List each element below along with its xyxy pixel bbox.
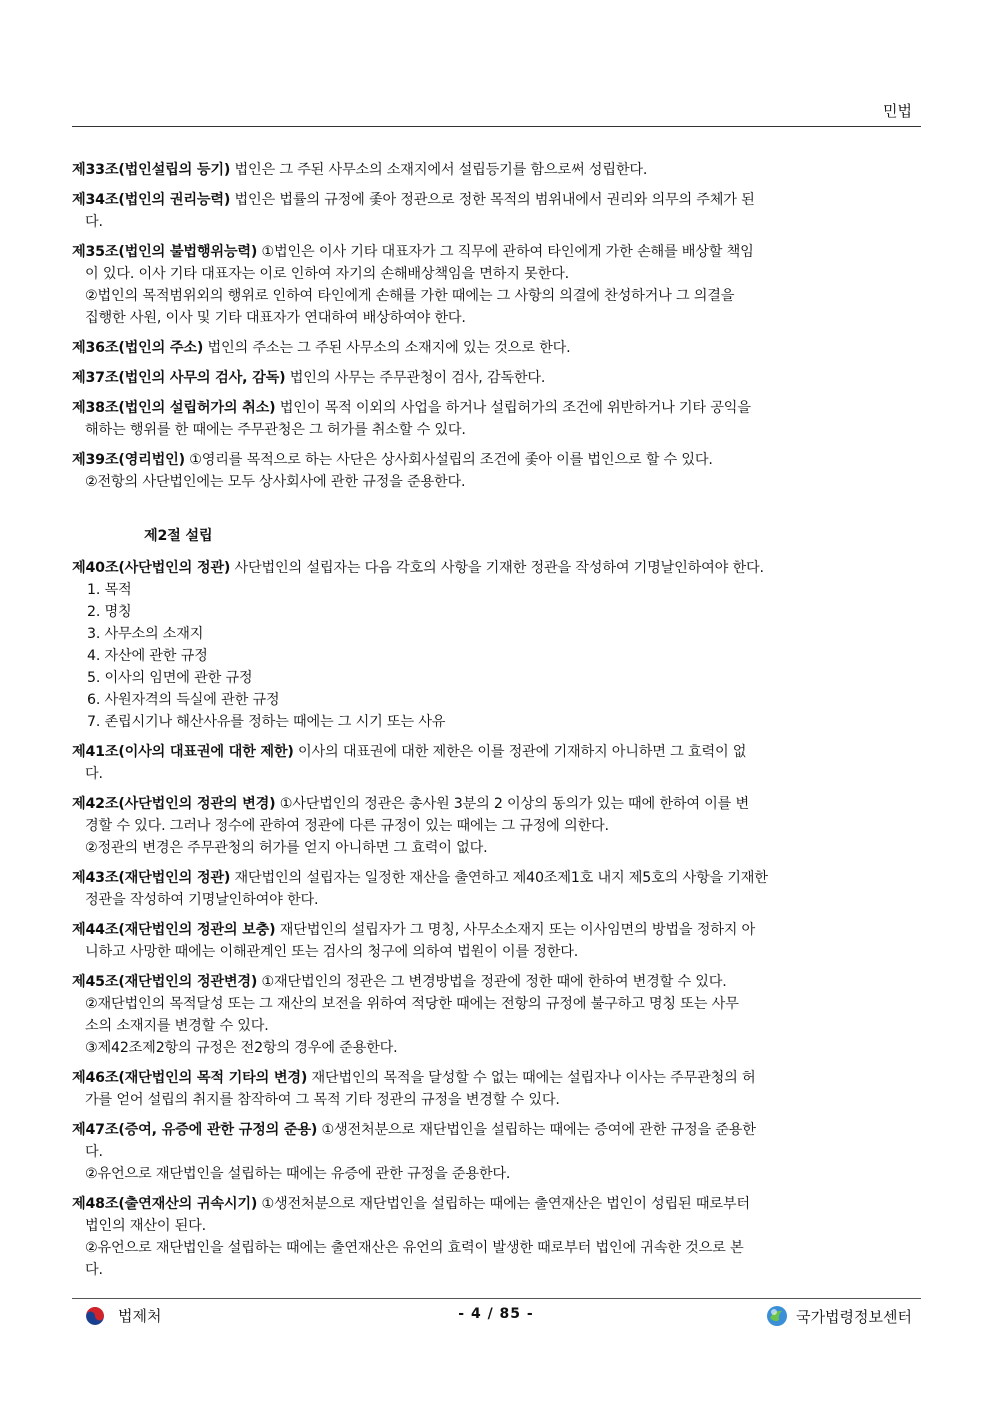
article: [72, 557, 921, 733]
article-line: [72, 867, 921, 889]
clause-line: ②전항의 사단법인에는 모두 상사회사에 관한 규정을 준용한다.: [85, 474, 466, 490]
article-text: 법인의 재산이 된다.: [85, 1218, 206, 1234]
article-heading: 제41조(이사의 대표권에 대한 제한): [72, 744, 294, 760]
article-text: 다.: [85, 214, 103, 230]
article-text: 다.: [85, 1144, 103, 1160]
document-body: [72, 159, 921, 1289]
article-line: [72, 763, 921, 785]
article: [72, 367, 921, 389]
article: [72, 159, 921, 181]
article: [72, 1067, 921, 1111]
article-text: 법인의 사무는 주무관청이 검사, 감독한다.: [289, 370, 546, 386]
article: [72, 189, 921, 233]
page-number: - 4 / 85 -: [458, 1306, 534, 1322]
article-line: [72, 793, 921, 815]
article-text: 해하는 행위를 한 때에는 주무관청은 그 허가를 취소할 수 있다.: [85, 422, 466, 438]
article-heading: 제42조(사단법인의 정관의 변경): [72, 796, 276, 812]
section-title: 제2절 설립: [144, 528, 213, 544]
article-text: ①재단법인의 정관은 그 변경방법을 정관에 정한 때에 한하여 변경할 수 있다.: [261, 974, 727, 990]
footer-right: [766, 1305, 912, 1327]
article-text: 법인의 주소는 그 주된 사무소의 소재지에 있는 것으로 한다.: [207, 340, 571, 356]
article-line: [72, 815, 921, 837]
article-line: [72, 941, 921, 963]
clause-line: ②유언으로 재단법인을 설립하는 때에는 출연재산은 유언의 효력이 발생한 때로부터 법인에 귀속한 것으로 본: [85, 1240, 744, 1256]
list-item: 2. 명칭: [87, 604, 132, 620]
clause-line: ②유언으로 재단법인을 설립하는 때에는 유증에 관한 규정을 준용한다.: [85, 1166, 511, 1182]
article: [72, 793, 921, 859]
article-heading: 제46조(재단법인의 목적 기타의 변경): [72, 1070, 308, 1086]
article-heading: 제38조(법인의 설립허가의 취소): [72, 400, 276, 416]
article: [72, 971, 921, 1059]
article-text: 법인은 그 주된 사무소의 소재지에서 설립등기를 함으로써 성립한다.: [234, 162, 648, 178]
article-line: [72, 263, 921, 285]
article-text: 재단법인의 목적을 달성할 수 없는 때에는 설립자나 이사는 주무관청의 허: [311, 1070, 756, 1086]
article: [72, 867, 921, 911]
article-text: 다.: [85, 766, 103, 782]
article: [72, 919, 921, 963]
article-heading: 제48조(출연재산의 귀속시기): [72, 1196, 258, 1212]
article-heading: 제47조(증여, 유증에 관한 규정의 준용): [72, 1122, 318, 1138]
article: [72, 449, 921, 493]
clause-line: 다.: [85, 1262, 103, 1278]
article-line: [72, 1119, 921, 1141]
article-line: [72, 557, 921, 579]
article-heading: 제40조(사단법인의 정관): [72, 560, 231, 576]
article-heading: 제33조(법인설립의 등기): [72, 162, 231, 178]
article-line: [72, 1141, 921, 1163]
article-line: [72, 397, 921, 419]
article-text: 경할 수 있다. 그러나 정수에 관하여 정관에 다른 규정이 있는 때에는 그 규정에 의한다.: [85, 818, 609, 834]
article: [72, 397, 921, 441]
article-heading: 제43조(재단법인의 정관): [72, 870, 231, 886]
articles-bottom: [72, 557, 921, 1281]
document-title: 민법: [883, 102, 912, 120]
article-line: [72, 211, 921, 233]
globe-logo-icon: [766, 1305, 788, 1327]
article-text: 이사의 대표권에 대한 제한은 이를 정관에 기재하지 아니하면 그 효력이 없: [298, 744, 747, 760]
clause-line: 집행한 사원, 이사 및 기타 대표자가 연대하여 배상하여야 한다.: [85, 310, 466, 326]
article-heading: 제36조(법인의 주소): [72, 340, 204, 356]
article-line: [72, 241, 921, 263]
article-line: [72, 919, 921, 941]
article-text: 이 있다. 이사 기타 대표자는 이로 인하여 자기의 손해배상책임을 면하지 못한다.: [85, 266, 569, 282]
article-text: 법인이 목적 이외의 사업을 하거나 설립허가의 조건에 위반하거나 기타 공익을: [279, 400, 751, 416]
article: [72, 337, 921, 359]
footer-divider: [72, 1298, 921, 1299]
article: [72, 1119, 921, 1185]
article: [72, 1193, 921, 1281]
article-text: 사단법인의 설립자는 다음 각호의 사항을 기재한 정관을 작성하여 기명날인하여야 한다.: [234, 560, 764, 576]
list-item: 6. 사원자격의 득실에 관한 규정: [87, 692, 280, 708]
clause-line: ②정관의 변경은 주무관청의 허가를 얻지 아니하면 그 효력이 없다.: [85, 840, 488, 856]
article-text: ①사단법인의 정관은 총사원 3분의 2 이상의 동의가 있는 때에 한하여 이를 변: [279, 796, 749, 812]
clause-line: ②재단법인의 목적달성 또는 그 재산의 보전을 위하여 적당한 때에는 전항의 규정에 불구하고 명칭 또는 사무: [85, 996, 739, 1012]
article-text: 법인은 법률의 규정에 좇아 정관으로 정한 목적의 범위내에서 권리와 의무의 주체가 된: [234, 192, 755, 208]
article-line: [72, 159, 921, 181]
list-item: 7. 존립시기나 해산사유를 정하는 때에는 그 시기 또는 사유: [87, 714, 446, 730]
list-item: 3. 사무소의 소재지: [87, 626, 204, 642]
footer-agency-label: 법제처: [118, 1307, 162, 1325]
article-heading: 제44조(재단법인의 정관의 보충): [72, 922, 276, 938]
article-text: 정관을 작성하여 기명날인하여야 한다.: [85, 892, 319, 908]
clause-line: 소의 소재지를 변경할 수 있다.: [85, 1018, 269, 1034]
article-line: [72, 337, 921, 359]
article-line: [72, 419, 921, 441]
article-line: [72, 189, 921, 211]
article-text: 가를 얻어 설립의 취지를 참작하여 그 목적 기타 정관의 규정을 변경할 수 있다.: [85, 1092, 560, 1108]
article-line: [72, 971, 921, 993]
article-line: [72, 889, 921, 911]
article-heading: 제37조(법인의 사무의 검사, 감독): [72, 370, 286, 386]
article-text: 니하고 사망한 때에는 이해관계인 또는 검사의 청구에 의하여 법원이 이를 정한다.: [85, 944, 579, 960]
footer-center-label: 국가법령정보센터: [796, 1307, 912, 1326]
article-line: [72, 741, 921, 763]
article-text: 재단법인의 설립자가 그 명칭, 사무소소재지 또는 이사임면의 방법을 정하지 아: [279, 922, 756, 938]
article-line: [72, 1067, 921, 1089]
article: [72, 741, 921, 785]
article-line: [72, 449, 921, 471]
article-text: 재단법인의 설립자는 일정한 재산을 출연하고 제40조제1호 내지 제5호의 사항을 기재한: [234, 870, 768, 886]
list-item: 1. 목적: [87, 582, 132, 598]
article-text: ①생전처분으로 재단법인을 설립하는 때에는 출연재산은 법인이 성립된 때로부터: [261, 1196, 750, 1212]
article-text: ①생전처분으로 재단법인을 설립하는 때에는 증여에 관한 규정을 준용한: [321, 1122, 756, 1138]
article-line: [72, 1215, 921, 1237]
clause-line: ③제42조제2항의 규정은 전2항의 경우에 준용한다.: [85, 1040, 398, 1056]
clause-line: ②법인의 목적범위외의 행위로 인하여 타인에게 손해를 가한 때에는 그 사항의 의결에 찬성하거나 그 의결을: [85, 288, 735, 304]
article-heading: 제45조(재단법인의 정관변경): [72, 974, 258, 990]
article-heading: 제35조(법인의 불법행위능력): [72, 244, 258, 260]
article-line: [72, 367, 921, 389]
article-line: [72, 1089, 921, 1111]
article: [72, 241, 921, 329]
article-line: [72, 1193, 921, 1215]
header-divider: [72, 126, 921, 127]
article-text: ①영리를 목적으로 하는 사단은 상사회사설립의 조건에 좇아 이를 법인으로 할 수 있다.: [189, 452, 713, 468]
list-item: 5. 이사의 임면에 관한 규정: [87, 670, 253, 686]
articles-top: [72, 159, 921, 493]
article-heading: 제39조(영리법인): [72, 452, 185, 468]
list-item: 4. 자산에 관한 규정: [87, 648, 208, 664]
article-text: ①법인은 이사 기타 대표자가 그 직무에 관하여 타인에게 가한 손해를 배상할 책임: [261, 244, 754, 260]
article-heading: 제34조(법인의 권리능력): [72, 192, 231, 208]
